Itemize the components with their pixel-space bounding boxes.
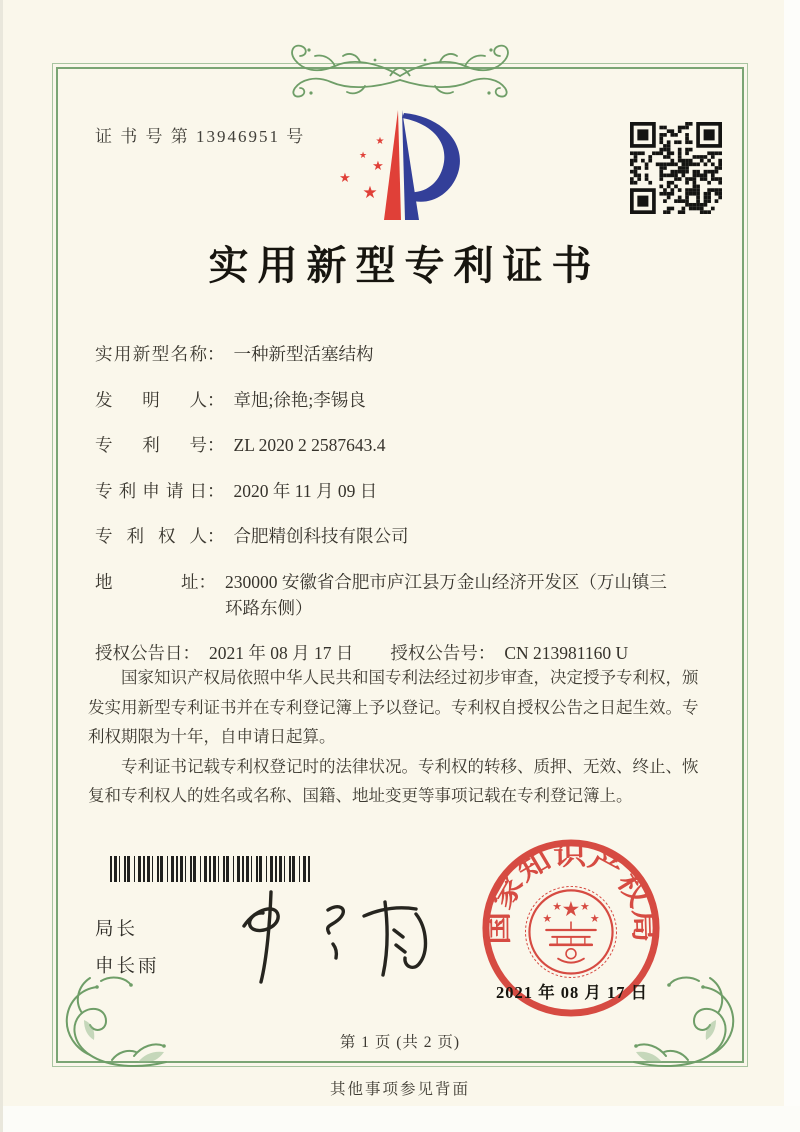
field-row-address: 地 址 ： 230000 安徽省合肥市庐江县万金山经济开发区（万山镇三环路东侧） (95, 569, 675, 621)
field-label: 授权公告日 (95, 643, 183, 663)
svg-text:★: ★ (579, 900, 590, 914)
field-label: 地 址 (95, 571, 199, 592)
field-label: 授权公告号 (390, 643, 478, 663)
signer-name: 申长雨 (95, 957, 160, 977)
signer-role: 局长 (95, 920, 139, 940)
svg-text:★: ★ (552, 900, 563, 914)
cnipa-logo-icon (330, 106, 472, 234)
field-value: CN 213981160 U (504, 643, 629, 663)
page-number: 第 1 页 (共 2 页) (339, 1034, 461, 1051)
svg-text:★: ★ (358, 151, 368, 161)
svg-text:★: ★ (372, 159, 384, 174)
field-row-name: 实用新型名称 ： 一种新型活塞结构 (95, 341, 675, 367)
field-row-patentee: 专 利 权 人 ： 合肥精创科技有限公司 (95, 523, 675, 549)
barcode (110, 856, 310, 882)
scan-margin (0, 0, 3, 1132)
seal-ring-text: 国家知识产权局 (483, 840, 659, 945)
grant-number-pair: 授权公告号 ： CN 213981160 U (390, 640, 628, 666)
signature-icon (218, 882, 436, 986)
national-emblem-icon (525, 886, 616, 977)
legal-paragraph: 专利证书记载专利权登记时的法律状况。专利权的转移、质押、无效、终止、恢复和专利权人的姓名或名称、国籍、地址变更等事项记载在专利登记簿上。 (88, 756, 699, 806)
grant-date-pair: 授权公告日 ： 2021 年 08 月 17 日 (95, 640, 353, 666)
field-label: 专 利 权 人 (95, 526, 207, 546)
seal-date: 2021 年 08 月 17 日 (495, 983, 649, 1002)
field-list (95, 341, 675, 686)
certificate-number: 证 书 号 第 13946951 号 (95, 127, 306, 146)
field-value: 230000 安徽省合肥市庐江县万金山经济开发区（万山镇三环路东侧） (225, 571, 667, 618)
svg-text:★: ★ (561, 897, 581, 922)
field-label: 实用新型名称 (95, 344, 207, 364)
signer-block (95, 915, 160, 989)
svg-text:★: ★ (339, 171, 351, 186)
svg-text:★: ★ (375, 136, 385, 147)
field-value: 章旭;徐艳;李锡良 (233, 389, 366, 410)
scan-margin (0, 1106, 800, 1132)
qr-code (630, 122, 722, 214)
field-value: ZL 2020 2 2587643.4 (233, 435, 386, 455)
legal-text (88, 663, 714, 811)
svg-text:★: ★ (589, 912, 600, 926)
field-row-filing-date: 专利申请日 ： 2020 年 11 月 09 日 (95, 478, 675, 504)
svg-text:★: ★ (362, 183, 378, 203)
field-label: 专利申请日 (95, 480, 207, 501)
page-title: 实用新型专利证书 (208, 243, 601, 288)
field-label: 发 明 人 (95, 389, 207, 410)
field-label: 专 利 号 (95, 435, 207, 455)
field-value: 一种新型活塞结构 (233, 344, 374, 364)
scan-margin (784, 0, 800, 1132)
back-side-note: 其他事项参见背面 (329, 1081, 470, 1098)
field-row-inventors: 发 明 人 ： 章旭;徐艳;李锡良 (95, 387, 675, 413)
field-value: 2020 年 11 月 09 日 (233, 480, 378, 501)
field-value: 2021 年 08 月 17 日 (209, 643, 354, 663)
field-row-patent-number: 专 利 号 ： ZL 2020 2 2587643.4 (95, 432, 675, 458)
legal-paragraph: 国家知识产权局依照中华人民共和国专利法经过初步审查，决定授予专利权，颁发实用新型专利证书并在专利登记簿上予以登记。专利权自授权公告之日起生效。专利权期限为十年，自申请日起算。 (88, 668, 699, 747)
svg-text:★: ★ (542, 912, 553, 926)
field-value: 合肥精创科技有限公司 (233, 526, 409, 546)
